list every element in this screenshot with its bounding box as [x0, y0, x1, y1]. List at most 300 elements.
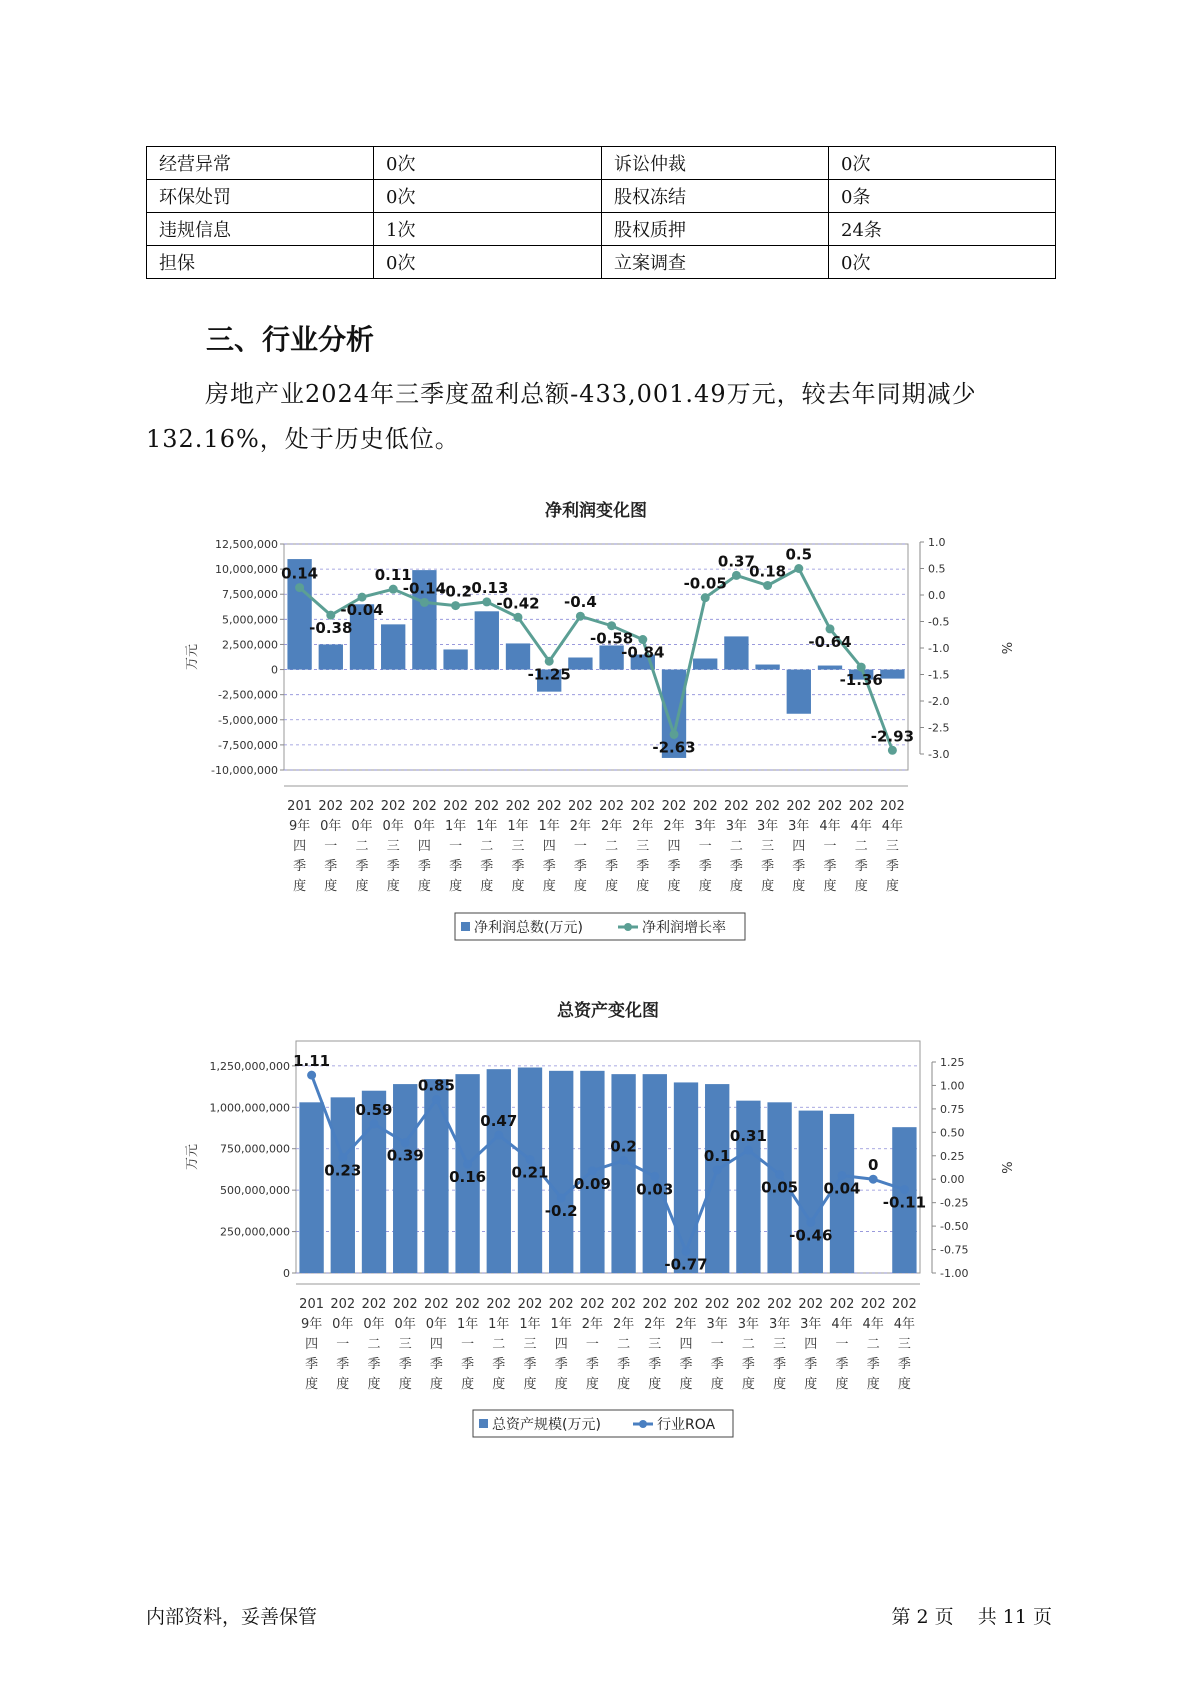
bar — [331, 1097, 355, 1273]
x-tick-label-line: 季 — [355, 859, 369, 874]
x-tick-label — [506, 799, 531, 894]
x-tick-label-line: 3年 — [768, 1317, 791, 1332]
x-tick-label-line: 3年 — [694, 819, 716, 834]
x-tick-label-line: 三 — [386, 839, 400, 854]
line-point — [451, 601, 460, 610]
table-cell-label: 环保处罚 — [147, 180, 374, 213]
data-label: -2.93 — [870, 727, 915, 746]
x-tick-label — [287, 799, 312, 894]
x-tick-label-line: 季 — [554, 1357, 568, 1372]
data-label: -0.05 — [683, 574, 727, 593]
data-label: 0.03 — [636, 1180, 674, 1199]
x-tick-label — [880, 799, 905, 894]
data-label: -0.64 — [808, 632, 852, 651]
chart-title: 总资产变化图 — [557, 1001, 659, 1021]
y2-tick-label: -0.50 — [940, 1220, 969, 1234]
x-tick-label-line: 四 — [679, 1337, 693, 1352]
footer-confidential: 内部资料，妥善保管 — [146, 1606, 318, 1628]
data-label: 0.47 — [480, 1112, 518, 1131]
data-label: 0.5 — [785, 545, 813, 564]
legend-bar-swatch — [461, 922, 470, 931]
x-tick-label — [393, 1297, 418, 1392]
x-tick-label-line: 一 — [710, 1337, 724, 1352]
x-tick-label — [599, 799, 624, 894]
legend-bar-label: 总资产规模(万元) — [492, 1417, 601, 1433]
x-tick-label-line: 度 — [585, 1377, 599, 1392]
y-tick-label: 750,000,000 — [220, 1142, 290, 1156]
x-tick-label-line: 202 — [380, 799, 406, 814]
x-tick-label-line: 度 — [804, 1377, 818, 1392]
section-heading: 三、行业分析 — [206, 323, 375, 356]
table-cell-value: 0次 — [374, 147, 602, 180]
x-tick-label — [724, 799, 749, 894]
y2-tick-label: -0.5 — [928, 615, 950, 629]
table-cell-label: 股权冻结 — [602, 180, 829, 213]
bar — [724, 636, 748, 669]
x-tick-label-line: 2年 — [663, 819, 685, 834]
x-tick-label-line: 一 — [573, 839, 587, 854]
table-row — [147, 246, 1056, 279]
y2-tick-label: 0.75 — [940, 1102, 965, 1116]
x-tick-label-line: 0年 — [332, 1317, 354, 1332]
x-tick-label-line: 二 — [492, 1337, 506, 1352]
x-tick-label-line: 4年 — [862, 1317, 884, 1332]
bar — [393, 1084, 417, 1273]
x-tick-label-line: 季 — [461, 1357, 475, 1372]
x-tick-label-line: 季 — [823, 859, 837, 874]
x-tick-label — [362, 1297, 387, 1392]
line-point — [794, 564, 803, 573]
y-tick-label: 7,500,000 — [222, 588, 278, 602]
x-tick-label-line: 季 — [866, 1357, 880, 1372]
table-cell-label: 诉讼仲裁 — [602, 147, 829, 180]
x-tick-label-line: 度 — [542, 879, 556, 894]
x-tick-label-line: 度 — [741, 1377, 755, 1392]
x-tick-label — [486, 1297, 511, 1392]
x-tick-label — [537, 799, 562, 894]
x-tick-label-line: 3年 — [737, 1317, 760, 1332]
x-tick-label-line: 1年 — [550, 1317, 572, 1332]
x-tick-label-line: 202 — [704, 1297, 730, 1312]
x-tick-label-line: 二 — [741, 1337, 755, 1352]
data-label: -0.38 — [309, 619, 353, 638]
x-tick-label — [350, 799, 375, 894]
x-tick-label-line: 二 — [605, 839, 619, 854]
table-cell-value: 0次 — [829, 246, 1056, 279]
x-tick-label-line: 度 — [823, 879, 837, 894]
x-tick-label-line: 季 — [729, 859, 743, 874]
x-tick-label-line: 202 — [517, 1297, 543, 1312]
x-tick-label-line: 度 — [492, 1377, 506, 1392]
x-tick-label-line: 季 — [897, 1357, 911, 1372]
x-tick-label — [798, 1297, 823, 1392]
x-tick-label-line: 0年 — [351, 819, 373, 834]
x-tick-label-line: 度 — [698, 879, 712, 894]
x-tick-label-line: 度 — [461, 1377, 475, 1392]
data-label: -0.77 — [664, 1255, 708, 1274]
x-tick-label-line: 二 — [480, 839, 494, 854]
x-tick-label-line: 度 — [554, 1377, 568, 1392]
line-point — [576, 612, 585, 621]
line-point — [701, 593, 710, 602]
x-tick-label-line: 一 — [324, 839, 338, 854]
x-tick-label-line: 度 — [367, 1377, 381, 1392]
x-tick-label — [830, 1297, 855, 1392]
x-tick-label — [424, 1297, 449, 1392]
y2-tick-label: 0.50 — [940, 1126, 965, 1140]
x-tick-label-line: 三 — [636, 839, 650, 854]
x-tick-label — [580, 1297, 605, 1392]
x-tick-label-line: 202 — [735, 1297, 761, 1312]
data-label: 0.09 — [573, 1174, 611, 1193]
data-label: 0.23 — [324, 1161, 362, 1180]
x-tick-label-line: 四 — [792, 839, 806, 854]
x-tick-label-line: 202 — [879, 799, 905, 814]
x-tick-label — [330, 1297, 355, 1392]
x-tick-label-line: 季 — [429, 1357, 443, 1372]
line-point — [482, 597, 491, 606]
data-label: -0.4 — [563, 593, 597, 612]
x-tick-label-line: 202 — [661, 799, 687, 814]
y2-tick-label: -0.25 — [940, 1196, 969, 1210]
y-tick-label: 0 — [271, 663, 278, 677]
x-tick-label — [318, 799, 343, 894]
x-tick-label-line: 4年 — [881, 819, 904, 834]
x-tick-label-line: 季 — [698, 859, 712, 874]
line-point — [514, 613, 523, 622]
table-cell-label: 违规信息 — [147, 213, 374, 246]
legend-line-marker — [624, 923, 632, 931]
x-tick-label-line: 1年 — [476, 819, 498, 834]
x-tick-label-line: 202 — [755, 799, 781, 814]
x-tick-label-line: 2年 — [600, 819, 623, 834]
x-tick-label-line: 度 — [761, 879, 775, 894]
x-tick-label-line: 1年 — [456, 1317, 479, 1332]
x-tick-label-line: 四 — [417, 839, 431, 854]
x-tick-label-line: 0年 — [394, 1317, 416, 1332]
y2-tick-label: -1.0 — [928, 642, 950, 655]
line-point — [420, 598, 429, 607]
x-tick-label-line: 季 — [324, 859, 338, 874]
x-tick-label-line: 季 — [523, 1357, 537, 1372]
x-tick-label-line: 度 — [324, 879, 338, 894]
page-unit: 页 — [934, 1606, 954, 1628]
total-unit: 页 — [1032, 1606, 1052, 1628]
data-label: -1.36 — [839, 671, 883, 690]
y-axis-label: 万元 — [185, 643, 200, 671]
x-tick-label-line: 度 — [636, 879, 650, 894]
x-tick-label-line: 度 — [648, 1377, 662, 1392]
bar — [424, 1079, 448, 1273]
x-tick-label-line: 202 — [891, 1297, 917, 1312]
x-tick-label-line: 度 — [573, 879, 587, 894]
bar — [599, 645, 623, 669]
data-label: -0.2 — [439, 582, 473, 601]
y2-tick-label: -1.00 — [940, 1267, 969, 1280]
x-tick-label-line: 四 — [667, 839, 681, 854]
x-tick-label-line: 度 — [449, 879, 463, 894]
x-tick-label-line: 202 — [548, 1297, 574, 1312]
x-tick-label-line: 202 — [630, 799, 656, 814]
y2-tick-label: 1.0 — [928, 536, 946, 549]
y2-tick-label: -2.5 — [928, 721, 950, 735]
x-tick-label-line: 度 — [386, 879, 400, 894]
data-label: -0.13 — [465, 578, 509, 597]
x-tick-label-line: 201 — [299, 1297, 325, 1312]
x-tick-label — [892, 1297, 917, 1392]
x-tick-label-line: 3年 — [800, 1317, 822, 1332]
x-tick-label-line: 9年 — [288, 819, 311, 834]
x-tick-label-line: 202 — [860, 1297, 886, 1312]
y2-axis-label: % — [1001, 1161, 1016, 1174]
x-tick-label-line: 三 — [523, 1337, 537, 1352]
x-tick-label-line: 季 — [417, 859, 431, 874]
x-tick-label — [767, 1297, 792, 1392]
x-tick-label — [455, 1297, 480, 1392]
legend-line-marker — [639, 1420, 647, 1428]
x-tick-label-line: 一 — [823, 839, 837, 854]
x-tick-label-line: 三 — [897, 1337, 911, 1352]
x-tick-label-line: 3年 — [725, 819, 748, 834]
data-label: -0.11 — [882, 1193, 927, 1212]
data-label: 0.1 — [703, 1146, 731, 1165]
x-tick-label-line: 202 — [829, 1297, 855, 1312]
x-tick-label-line: 度 — [305, 1377, 319, 1392]
x-tick-label-line: 季 — [386, 859, 400, 874]
x-tick-label-line: 4年 — [893, 1317, 916, 1332]
chart-title: 净利润变化图 — [545, 501, 647, 521]
x-tick-label-line: 4年 — [831, 1317, 853, 1332]
line-point — [494, 1131, 503, 1140]
x-tick-label-line: 季 — [885, 859, 899, 874]
x-tick-label-line: 度 — [710, 1377, 724, 1392]
x-tick-label-line: 0年 — [363, 1317, 385, 1332]
y-tick-label: 10,000,000 — [215, 563, 278, 577]
x-tick-label-line: 1年 — [488, 1317, 510, 1332]
bar — [693, 659, 717, 670]
bar — [880, 670, 904, 679]
x-tick-label-line: 度 — [897, 1377, 911, 1392]
x-tick-label-line: 202 — [455, 1297, 481, 1312]
data-label: -0.46 — [789, 1226, 833, 1245]
x-tick-label-line: 二 — [367, 1337, 381, 1352]
x-tick-label-line: 202 — [786, 799, 812, 814]
x-tick-label-line: 2年 — [569, 819, 592, 834]
x-tick-label-line: 四 — [804, 1337, 818, 1352]
bar — [674, 1082, 698, 1273]
data-label: 0.2 — [610, 1137, 637, 1156]
x-tick-label-line: 202 — [361, 1297, 387, 1312]
y2-tick-label: -1.5 — [928, 668, 950, 682]
x-tick-label-line: 三 — [773, 1337, 787, 1352]
x-tick-label-line: 季 — [761, 859, 775, 874]
data-label: -0.42 — [496, 594, 540, 613]
data-label: -0.84 — [621, 643, 665, 662]
data-label: -0.14 — [402, 579, 447, 598]
line-point — [869, 1175, 878, 1184]
x-tick-label — [299, 1297, 324, 1392]
data-label: 0.31 — [729, 1127, 767, 1146]
x-tick-label-line: 度 — [729, 879, 743, 894]
x-tick-label — [642, 1297, 667, 1392]
x-tick-label-line: 度 — [835, 1377, 849, 1392]
line-point — [732, 571, 741, 580]
x-tick-label — [736, 1297, 761, 1392]
x-tick-label-line: 202 — [567, 799, 593, 814]
y2-tick-label: 1.00 — [940, 1079, 965, 1093]
y-tick-label: -7,500,000 — [218, 738, 278, 752]
x-tick-label-line: 四 — [554, 1337, 568, 1352]
bar — [787, 670, 811, 714]
x-tick-label-line: 季 — [679, 1357, 693, 1372]
x-tick-label-line: 一 — [336, 1337, 350, 1352]
line-point — [888, 746, 897, 755]
y2-tick-label: -2.0 — [928, 695, 950, 708]
page-prefix: 第 — [891, 1606, 911, 1628]
data-label: -0.2 — [544, 1201, 578, 1220]
x-tick-label-line: 度 — [679, 1377, 693, 1392]
x-tick-label-line: 季 — [741, 1357, 755, 1372]
x-tick-label-line: 二 — [866, 1337, 880, 1352]
x-tick-label-line: 0年 — [382, 819, 404, 834]
x-tick-label-line: 202 — [642, 1297, 668, 1312]
x-tick-label-line: 度 — [523, 1377, 537, 1392]
y2-tick-label: 0.0 — [928, 589, 946, 602]
x-tick-label-line: 202 — [767, 1297, 793, 1312]
x-tick-label-line: 季 — [605, 859, 619, 874]
data-label: 0.04 — [823, 1179, 861, 1198]
x-tick-label-line: 202 — [474, 799, 500, 814]
x-tick-label-line: 一 — [698, 839, 712, 854]
x-tick-label-line: 202 — [349, 799, 375, 814]
y-tick-label: 12,500,000 — [215, 538, 278, 551]
bar — [319, 644, 343, 669]
x-tick-label-line: 1年 — [538, 819, 560, 834]
line-point — [763, 581, 772, 590]
x-tick-label-line: 二 — [355, 839, 369, 854]
x-tick-label-line: 202 — [423, 1297, 449, 1312]
y-tick-label: 1,000,000,000 — [209, 1101, 290, 1115]
y-tick-label: 2,500,000 — [222, 638, 278, 652]
x-tick-label-line: 季 — [804, 1357, 818, 1372]
bar — [549, 1071, 573, 1273]
y2-tick-label: -3.0 — [928, 748, 950, 761]
x-tick-label-line: 一 — [585, 1337, 599, 1352]
x-tick-label-line: 202 — [318, 799, 344, 814]
x-tick-label-line: 202 — [536, 799, 562, 814]
risk-table — [146, 146, 1056, 279]
x-tick-label — [662, 799, 687, 894]
net-profit-chart — [0, 490, 1191, 950]
x-tick-label-line: 季 — [398, 1357, 412, 1372]
x-tick-label-line: 度 — [885, 879, 899, 894]
table-cell-label: 立案调查 — [602, 246, 829, 279]
x-tick-label — [518, 1297, 543, 1392]
table-cell-value: 24条 — [829, 213, 1056, 246]
x-tick-label-line: 度 — [617, 1377, 631, 1392]
x-tick-label-line: 季 — [542, 859, 556, 874]
bar — [299, 1102, 323, 1273]
x-tick-label-line: 季 — [617, 1357, 631, 1372]
x-tick-label-line: 201 — [287, 799, 313, 814]
y2-axis-label: % — [1001, 641, 1016, 655]
table-cell-label: 经营异常 — [147, 147, 374, 180]
line-point — [295, 583, 304, 592]
x-tick-label-line: 四 — [305, 1337, 319, 1352]
x-tick-label-line: 季 — [792, 859, 806, 874]
x-tick-label — [568, 799, 593, 894]
x-tick-label-line: 一 — [835, 1337, 849, 1352]
x-tick-label-line: 二 — [729, 839, 743, 854]
x-tick-label-line: 度 — [773, 1377, 787, 1392]
x-tick-label-line: 202 — [579, 1297, 605, 1312]
x-tick-label — [474, 799, 499, 894]
x-tick-label — [549, 1297, 574, 1392]
bar — [443, 649, 467, 669]
x-tick-label-line: 季 — [449, 859, 463, 874]
x-tick-label — [849, 799, 874, 894]
line-point — [744, 1146, 753, 1155]
x-tick-label-line: 3年 — [788, 819, 810, 834]
x-tick-label — [611, 1297, 636, 1392]
data-label: 0.21 — [511, 1163, 549, 1182]
line-point — [307, 1071, 316, 1080]
x-tick-label-line: 度 — [429, 1377, 443, 1392]
table-cell-label: 担保 — [147, 246, 374, 279]
line-point — [389, 585, 398, 594]
y-tick-label: 0 — [283, 1267, 290, 1280]
data-label: 0 — [867, 1156, 879, 1175]
x-tick-label-line: 季 — [573, 859, 587, 874]
table-cell-value: 0次 — [374, 180, 602, 213]
bar — [506, 643, 530, 669]
y2-tick-label: 0.25 — [940, 1149, 965, 1163]
y-tick-label: -2,500,000 — [218, 688, 278, 702]
data-label: -0.58 — [589, 629, 634, 648]
x-tick-label-line: 度 — [511, 879, 525, 894]
x-tick-label-line: 1年 — [507, 819, 529, 834]
data-label: -2.63 — [652, 738, 696, 757]
legend — [455, 913, 745, 940]
x-tick-label-line: 季 — [667, 859, 681, 874]
x-tick-label-line: 0年 — [320, 819, 342, 834]
x-tick-label-line: 度 — [417, 879, 431, 894]
y2-tick-label: -0.75 — [940, 1243, 969, 1257]
x-tick-label-line: 202 — [673, 1297, 699, 1312]
bar — [818, 666, 842, 670]
x-tick-label — [861, 1297, 886, 1392]
table-cell-label: 股权质押 — [602, 213, 829, 246]
table-row — [147, 213, 1056, 246]
x-tick-label-line: 4年 — [850, 819, 872, 834]
y-tick-label: -10,000,000 — [211, 764, 278, 777]
x-tick-label-line: 202 — [611, 1297, 637, 1312]
bar — [568, 658, 592, 670]
x-tick-label-line: 0年 — [413, 819, 436, 834]
line-point — [713, 1165, 722, 1174]
x-tick-label-line: 季 — [710, 1357, 724, 1372]
bar — [755, 665, 779, 670]
x-tick-label — [674, 1297, 699, 1392]
x-tick-label-line: 度 — [293, 879, 307, 894]
legend-bar-label: 净利润总数(万元) — [474, 920, 583, 936]
x-tick-label-line: 季 — [835, 1357, 849, 1372]
x-tick-label-line: 2年 — [644, 1317, 666, 1332]
table-row — [147, 180, 1056, 213]
bar — [799, 1111, 823, 1273]
table-cell-value: 0条 — [829, 180, 1056, 213]
data-label: 0.16 — [449, 1168, 487, 1187]
